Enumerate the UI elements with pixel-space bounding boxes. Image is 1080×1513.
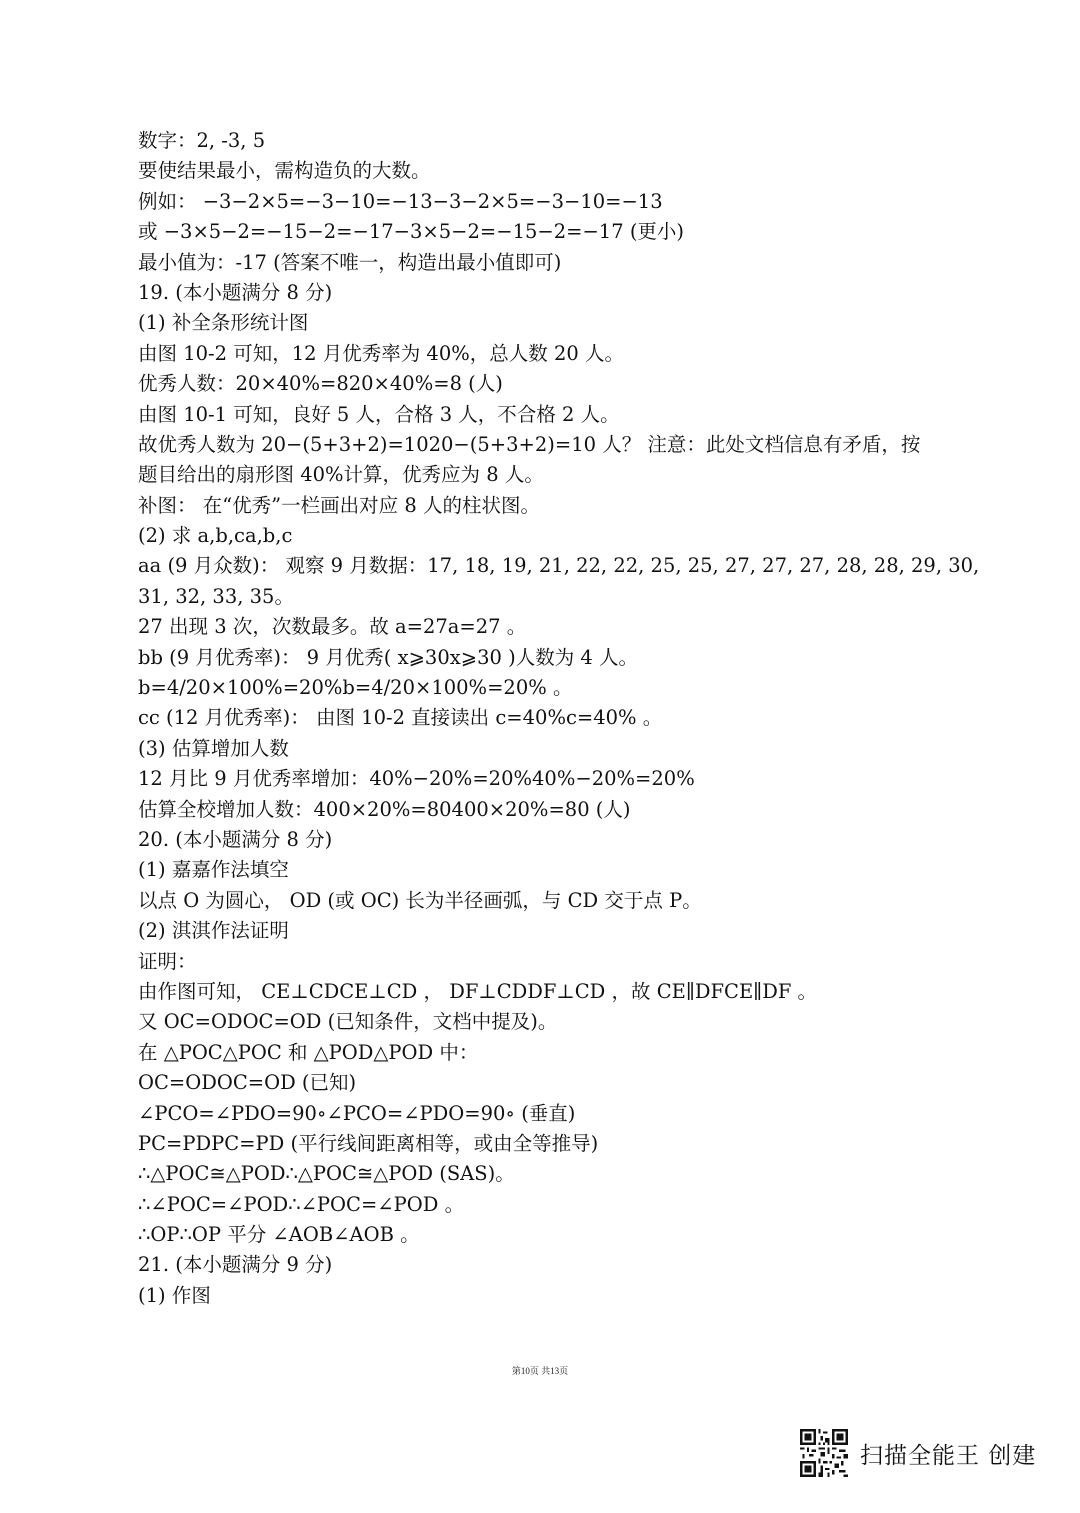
text-line: 12 月比 9 月优秀率增加：40%−20%=20%40%−20%=20% <box>138 767 695 791</box>
text-line: aa (9 月众数)： 观察 9 月数据：17, 18, 19, 21, 22, 22, 25, 25, 27, 27, 27, 28, 28, 29, 30, <box>138 554 980 578</box>
watermark-label: 扫描全能王 创建 <box>860 1442 1037 1469</box>
text-line: b=4/20×100%=20%b=4/20×100%=20% 。 <box>138 676 573 700</box>
text-line: 例如： −3−2×5=−3−10=−13−3−2×5=−3−10=−13 <box>138 189 663 213</box>
text-line: 31, 32, 33, 35。 <box>138 584 294 608</box>
text-line: 题目给出的扇形图 40%计算，优秀应为 8 人。 <box>138 463 544 487</box>
text-line: ∠PCO=∠PDO=90∘∠PCO=∠PDO=90∘ (垂直) <box>138 1101 576 1125</box>
text-line: PC=PDPC=PD (平行线间距离相等，或由全等推导) <box>138 1131 599 1155</box>
scanner-watermark <box>800 1428 1036 1478</box>
text-line: 或 −3×5−2=−15−2=−17−3×5−2=−15−2=−17 (更小) <box>138 220 685 244</box>
text-line: bb (9 月优秀率)： 9 月优秀( x⩾30x⩾30 )人数为 4 人。 <box>138 645 639 669</box>
subsection-heading: (1) 补全条形统计图 <box>138 311 309 335</box>
section-heading: 21. (本小题满分 9 分) <box>138 1253 333 1277</box>
text-line: 又 OC=ODOC=OD (已知条件，文档中提及)。 <box>138 1010 558 1034</box>
page-number-footer: 第10页 共13页 <box>511 1366 569 1376</box>
text-line: 最小值为：-17 (答案不唯一，构造出最小值即可) <box>138 250 562 274</box>
text-line: cc (12 月优秀率)： 由图 10-2 直接读出 c=40%c=40% 。 <box>138 706 663 730</box>
text-line: ∴△POC≅△POD∴△POC≅△POD (SAS)。 <box>138 1162 515 1186</box>
text-line: 由作图可知， CE⊥CDCE⊥CD ， DF⊥CDDF⊥CD ，故 CE∥DFCE∥DF 。 <box>138 979 818 1003</box>
subsection-heading: (1) 作图 <box>138 1283 211 1307</box>
text-line: 27 出现 3 次，次数最多。故 a=27a=27 。 <box>138 615 527 639</box>
document-body <box>138 126 980 1311</box>
text-line: 由图 10-1 可知，良好 5 人，合格 3 人，不合格 2 人。 <box>138 402 620 426</box>
subsection-heading: (2) 求 a,b,ca,b,c <box>138 524 293 548</box>
text-line: 故优秀人数为 20−(5+3+2)=1020−(5+3+2)=10 人？ 注意：此处文档信息有矛盾，按 <box>138 432 921 456</box>
text-line: 以点 O 为圆心， OD (或 OC) 长为半径画弧，与 CD 交于点 P。 <box>138 888 702 912</box>
section-heading: 19. (本小题满分 8 分) <box>138 280 333 304</box>
subsection-heading: (3) 估算增加人数 <box>138 736 289 760</box>
text-line: OC=ODOC=OD (已知) <box>138 1071 357 1095</box>
text-line: 数字：2, -3, 5 <box>138 129 266 152</box>
text-line: 在 △POC△POC 和 △POD△POD 中： <box>138 1040 479 1064</box>
text-line: 由图 10-2 可知，12 月优秀率为 40%，总人数 20 人。 <box>138 341 624 365</box>
section-heading: 20. (本小题满分 8 分) <box>138 827 333 851</box>
text-line: 要使结果最小，需构造负的大数。 <box>138 159 431 183</box>
text-line: 补图： 在“优秀”一栏画出对应 8 人的柱状图。 <box>138 493 540 517</box>
text-line: 证明： <box>138 949 197 973</box>
text-line: 估算全校增加人数：400×20%=80400×20%=80 (人) <box>138 797 631 821</box>
subsection-heading: (1) 嘉嘉作法填空 <box>138 858 289 882</box>
text-line: 优秀人数：20×40%=820×40%=8 (人) <box>138 372 503 396</box>
qr-code-icon <box>800 1429 848 1477</box>
subsection-heading: (2) 淇淇作法证明 <box>138 919 289 943</box>
text-line: ∴∠POC=∠POD∴∠POC=∠POD 。 <box>138 1192 465 1216</box>
text-line: ∴OP∴OP 平分 ∠AOB∠AOB 。 <box>138 1223 420 1247</box>
